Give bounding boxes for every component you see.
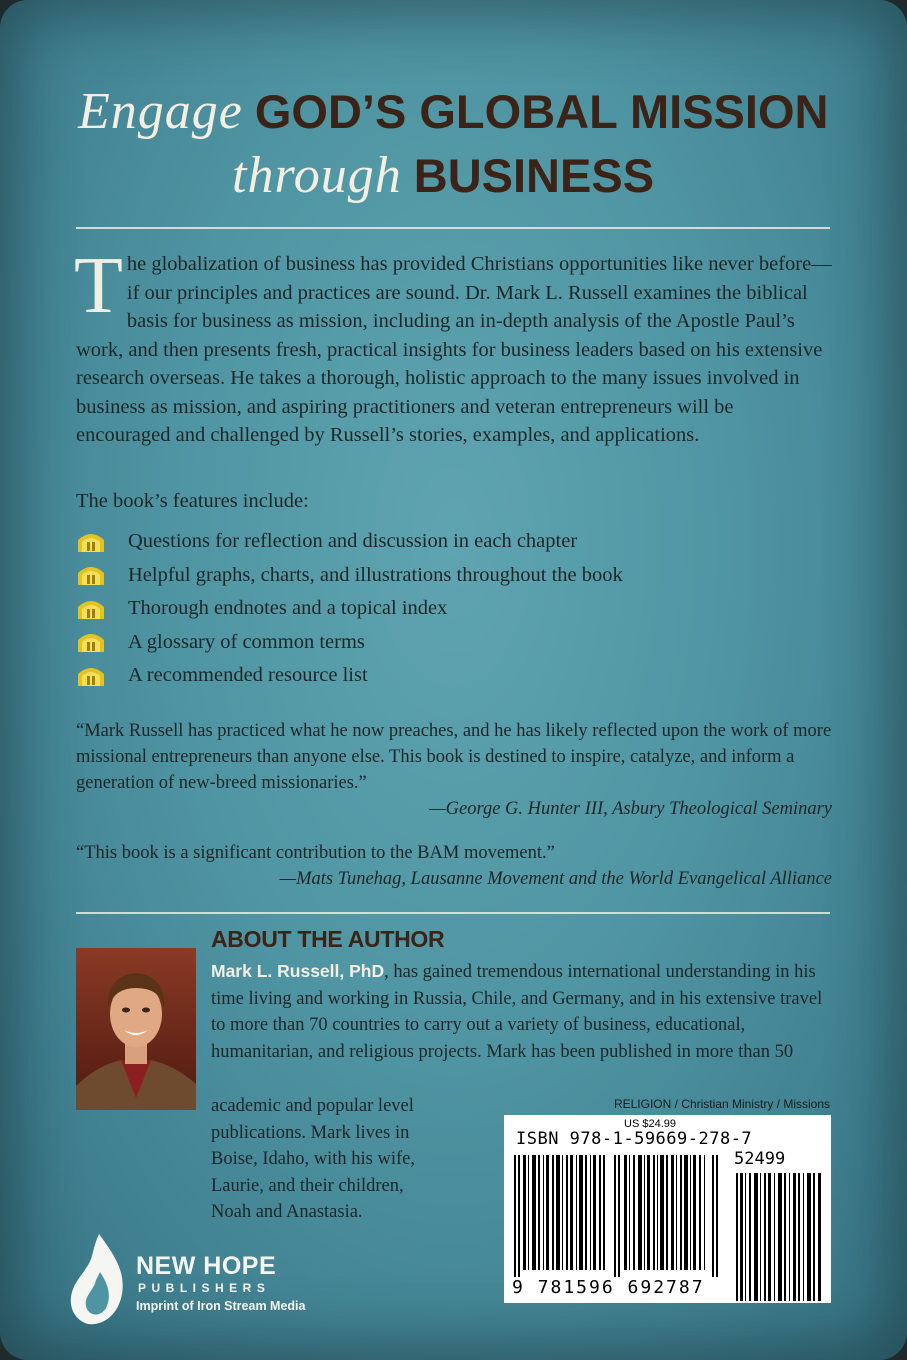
endorsement-text: “Mark Russell has practiced what he now preaches, and he has likely reflected upon the work of more missional entrepreneurs than anyone else. This book is destined to inspire, catalyze, and inform a generation of new-breed missionaries.” bbox=[76, 721, 832, 793]
description-text: he globalization of business has provided Christians opportunities like never before—if our principles and practices are sound. Dr. Mark L. Russell examines the biblical basis for business as mission, including an in-depth analysis of the Apostle Paul’s work, and then presents fresh, practical insights for business leaders based on his extensive research overseas. He takes a thorough, holistic approach to the many issues involved in business as mission, and aspiring practitioners and veteran entrepreneurs will be encouraged and challenged by Russell’s stories, examples, and applications. bbox=[76, 253, 832, 446]
endorsement-2 bbox=[76, 840, 832, 892]
feature-text: Thorough endnotes and a topical index bbox=[128, 597, 448, 620]
endorsement-1 bbox=[76, 718, 832, 822]
author-name: Mark L. Russell, PhD bbox=[211, 961, 385, 981]
gold-arch-bullet-icon bbox=[76, 564, 106, 586]
flame-icon bbox=[66, 1232, 132, 1328]
about-heading: ABOUT THE AUTHOR bbox=[211, 926, 445, 952]
features-list bbox=[76, 525, 623, 693]
divider-bottom bbox=[76, 912, 830, 914]
endorsement-attribution: —George G. Hunter III, Asbury Theological Seminary bbox=[429, 799, 832, 819]
author-photo bbox=[76, 948, 196, 1110]
category-label: RELIGION / Christian Ministry / Missions bbox=[613, 1097, 830, 1111]
addon-barcode-bars bbox=[736, 1173, 824, 1301]
endorsement-text: “This book is a significant contribution to the BAM movement.” bbox=[76, 843, 555, 863]
list-item bbox=[76, 626, 623, 660]
title-line-1 bbox=[78, 82, 828, 141]
addon-code: 52499 bbox=[734, 1149, 786, 1169]
gold-arch-bullet-icon bbox=[76, 631, 106, 653]
gold-arch-bullet-icon bbox=[76, 531, 106, 553]
bio-line: Laurie, and their children, bbox=[211, 1175, 404, 1196]
divider-top bbox=[76, 227, 830, 229]
ean-number: 9 781596 692787 bbox=[512, 1277, 705, 1298]
title-line-2 bbox=[232, 146, 654, 205]
isbn-text: ISBN 978-1-59669-278-7 bbox=[516, 1129, 753, 1149]
title-script-through: through bbox=[232, 147, 402, 204]
title-bold-business: BUSINESS bbox=[413, 149, 655, 202]
feature-text: A recommended resource list bbox=[128, 664, 368, 687]
gold-arch-bullet-icon bbox=[76, 598, 106, 620]
publisher-name: NEW HOPE bbox=[136, 1252, 277, 1280]
feature-text: Helpful graphs, charts, and illustrations throughout the book bbox=[128, 563, 623, 586]
feature-text: Questions for reflection and discussion in each chapter bbox=[128, 530, 578, 553]
endorsement-attribution: —Mats Tunehag, Lausanne Movement and the World Evangelical Alliance bbox=[279, 869, 832, 889]
gold-arch-bullet-icon bbox=[76, 665, 106, 687]
feature-text: A glossary of common terms bbox=[128, 630, 365, 653]
features-intro: The book’s features include: bbox=[76, 490, 309, 512]
isbn-barcode bbox=[504, 1115, 831, 1303]
publisher-sub: PUBLISHERS bbox=[138, 1281, 271, 1295]
bio-line: Boise, Idaho, with his wife, bbox=[211, 1149, 415, 1169]
author-bio bbox=[211, 958, 831, 1065]
bio-line: Noah and Anastasia. bbox=[211, 1202, 363, 1222]
author-bio-continued bbox=[211, 1093, 481, 1226]
author-bio-text: , has gained tremendous international understanding in his time living and working in Russia, Chile, and Germany, and in his extensive travel to more than 70 countries to carry out a variety of business, educational, humanitarian, and religious projects. Mark has been published in more than 50 bbox=[211, 962, 823, 1062]
title-script-engage: Engage bbox=[78, 83, 243, 140]
price-label: US $24.99 bbox=[624, 1118, 676, 1130]
description bbox=[74, 242, 832, 450]
list-item bbox=[76, 659, 623, 693]
list-item bbox=[76, 525, 623, 559]
bio-line: academic and popular level bbox=[211, 1096, 414, 1116]
title-bold-mission: GOD’S GLOBAL MISSION bbox=[254, 85, 829, 138]
list-item bbox=[76, 592, 623, 626]
dropcap: T bbox=[74, 242, 123, 330]
bio-line: publications. Mark lives in bbox=[211, 1122, 410, 1143]
ean-barcode-bars bbox=[514, 1155, 724, 1277]
publisher-imprint: Imprint of Iron Stream Media bbox=[136, 1299, 306, 1313]
list-item bbox=[76, 559, 623, 593]
